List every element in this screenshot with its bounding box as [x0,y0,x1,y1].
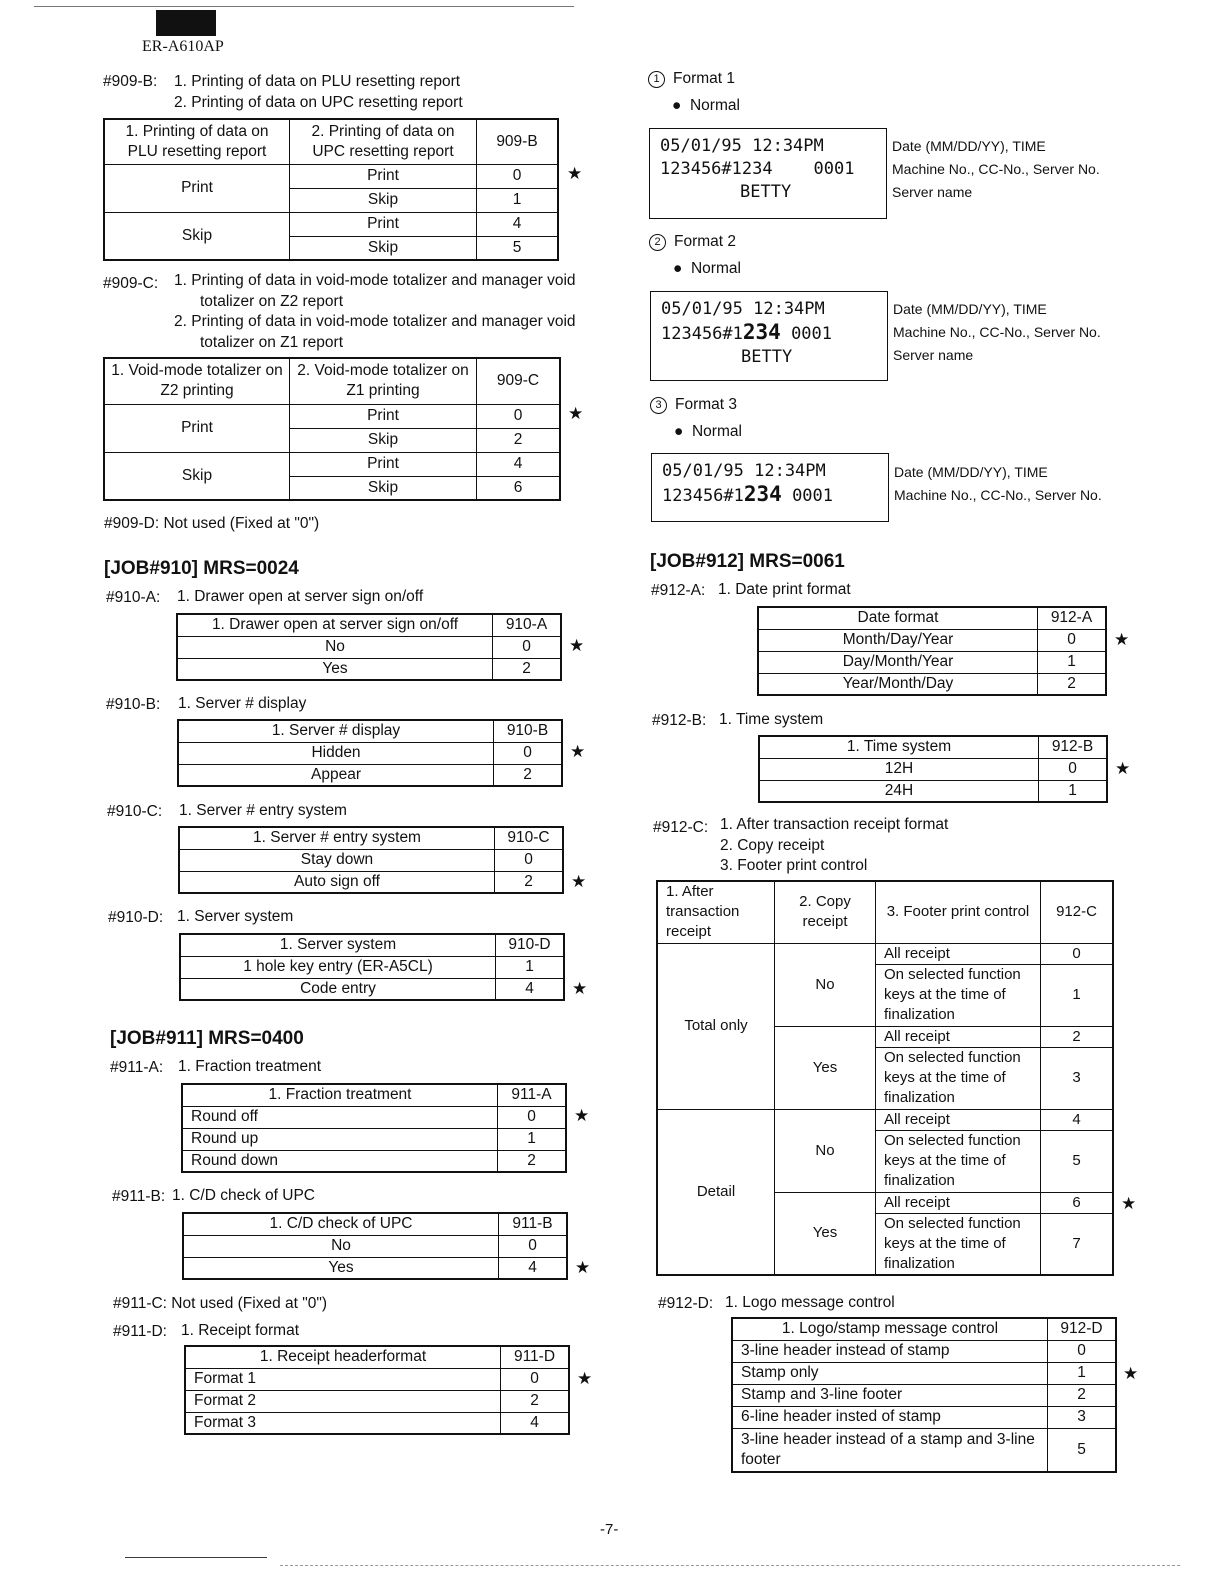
cell: 6-line header insted of stamp [732,1406,1048,1428]
receipt-part: 123456#1 [661,324,743,344]
model-name: ER-A610AP [142,38,224,55]
cell: Print [290,212,477,236]
section-code-911b: #911-B: [112,1188,166,1205]
table-911a [181,1083,567,1173]
section-code-911d: #911-D: [113,1323,167,1340]
header-cell: 912-B [1039,736,1108,758]
table-912c [656,880,1114,1276]
items-912c [720,815,948,877]
item-911a: 1. Fraction treatment [178,1058,322,1075]
table-911b [182,1212,568,1280]
item-text: totalizer on Z1 report [200,333,344,351]
circled-number: 3 [650,397,667,414]
cell: All receipt [876,1192,1041,1213]
format-title-text: Format 3 [675,396,738,413]
table-910c [178,826,564,894]
receipt-part: 123456#1 [662,486,744,506]
cell: 0 [498,1106,567,1128]
cell: 6 [477,476,561,500]
header-cell: 909-C [477,358,561,404]
cell: Skip [290,428,477,452]
cell: All receipt [876,1109,1041,1130]
format1-bullet: ● Normal [672,97,740,114]
cell: Print [290,164,477,188]
table-912d [731,1317,1117,1473]
section-code-910c: #910-C: [107,803,163,820]
cell: Print [104,164,290,212]
cell: 0 [501,1368,570,1390]
item-text: 2. Printing of data on UPC resetting report [174,93,463,111]
item-911b: 1. C/D check of UPC [172,1187,315,1204]
cell: Skip [290,236,477,260]
header-cell: 910-C [495,827,564,849]
cell: 0 [477,164,559,188]
label: Date (MM/DD/YY), TIME [894,464,1048,480]
cell: No [775,1109,876,1192]
cell: Detail [657,1109,775,1275]
cell: 5 [1048,1428,1117,1472]
header-cell: 1. Receipt headerformat [185,1346,501,1368]
cell: Auto sign off [179,871,495,893]
cell: 2 [1048,1384,1117,1406]
cell: Print [290,452,477,476]
cell: 3-line header instead of stamp [732,1340,1048,1362]
format2-title [649,233,736,251]
cell: Yes [775,1192,876,1275]
cell: On selected function keys at the time of finalization [876,1213,1041,1275]
format1-title [648,70,735,88]
circled-number: 1 [648,71,665,88]
cell: Yes [177,658,493,680]
cell: Skip [104,452,290,500]
cell: 4 [499,1257,568,1279]
item-910c: 1. Server # entry system [179,802,347,819]
default-star: ★ [568,404,584,423]
cell: Total only [657,943,775,1109]
section-code-912a: #912-A: [651,582,706,599]
cell: 0 [493,636,562,658]
default-star: ★ [570,742,586,761]
cell: Stay down [179,849,495,871]
items-909b [174,72,463,113]
cell: No [177,636,493,658]
item-912d: 1. Logo message control [725,1294,895,1311]
cell: 3 [1041,1047,1114,1109]
cell: 4 [501,1412,570,1434]
cell: 12H [759,758,1039,780]
cell: Print [290,404,477,428]
cell: Format 2 [185,1390,501,1412]
cell: 4 [477,212,559,236]
default-star: ★ [571,872,587,891]
table-912a [757,606,1107,696]
item-910a: 1. Drawer open at server sign on/off [177,588,424,605]
item-910b: 1. Server # display [178,695,307,712]
receipt-part-large: 234 [743,482,782,506]
header-cell: 912-C [1041,881,1114,943]
cell: 0 [499,1235,568,1257]
cell: Yes [775,1026,876,1109]
cell: Stamp and 3-line footer [732,1384,1048,1406]
receipt-line: 05/01/95 12:34PM [660,136,824,156]
cell: On selected function keys at the time of finalization [876,1130,1041,1192]
format3-bullet: ● Normal [674,423,742,440]
receipt-line: 05/01/95 12:34PM [662,461,826,481]
cell: 2 [498,1150,567,1172]
cell: 0 [495,849,564,871]
header-cell: 911-B [499,1213,568,1235]
header-cell: 2. Printing of data on UPC resetting report [290,119,477,164]
cell: 2 [493,658,562,680]
cell: All receipt [876,943,1041,964]
header-cell: 1. Logo/stamp message control [732,1318,1048,1340]
cell: Skip [290,188,477,212]
item-912b: 1. Time system [719,711,824,728]
items-909c [174,271,576,353]
cell: Hidden [178,742,494,764]
cell: 0 [477,404,561,428]
section-code-912c: #912-C: [653,819,709,836]
cell: 2 [1038,673,1107,695]
default-star: ★ [1114,630,1130,649]
table-910a [176,613,562,681]
header-cell: 911-D [501,1346,570,1368]
default-star: ★ [567,164,583,183]
cell: 4 [496,978,565,1000]
table-910b [177,719,563,787]
bullet-text: Normal [689,97,740,114]
section-code-909c: #909-C: [103,275,159,292]
header-cell: 910-D [496,934,565,956]
cell: 4 [1041,1109,1114,1130]
cell: Code entry [180,978,496,1000]
cell: No [183,1235,499,1257]
default-star: ★ [575,1258,591,1277]
cell: 2 [501,1390,570,1412]
header-cell: 911-A [498,1084,567,1106]
section-code-912b: #912-B: [652,712,707,729]
cell: Round off [182,1106,498,1128]
section-911c: #911-C: Not used (Fixed at "0") [113,1295,328,1312]
cell: No [775,943,876,1026]
header-cell: 1. After transaction receipt [657,881,775,943]
table-909b [103,118,559,261]
default-star: ★ [574,1106,590,1125]
cell: 0 [1038,629,1107,651]
header-cell: 3. Footer print control [876,881,1041,943]
cell: 2 [1041,1026,1114,1047]
cell: On selected function keys at the time of finalization [876,964,1041,1026]
header-cell: 1. Void-mode totalizer on Z2 printing [104,358,290,404]
cell: 1 [1041,964,1114,1026]
cell: 7 [1041,1213,1114,1275]
format3-title [650,396,737,414]
header-cell: 1. Drawer open at server sign on/off [177,614,493,636]
label: Date (MM/DD/YY), TIME [893,301,1047,317]
cell: 0 [1041,943,1114,964]
format3-receipt [651,453,889,522]
cell: 5 [1041,1130,1114,1192]
default-star: ★ [572,979,588,998]
section-code-909b: #909-B: [103,73,158,90]
receipt-part: 0001 [780,324,833,344]
cell: Format 3 [185,1412,501,1434]
format2-labels [893,298,1101,367]
header-cell: 1. Time system [759,736,1039,758]
cell: On selected function keys at the time of finalization [876,1047,1041,1109]
cell: Year/Month/Day [758,673,1038,695]
cell: 2 [494,764,563,786]
header-cell: 2. Copy receipt [775,881,876,943]
item-text: 1. After transaction receipt format [720,816,949,833]
cell: 3 [1048,1406,1117,1428]
item-912a: 1. Date print format [718,581,851,598]
top-rule [34,6,574,7]
label: Machine No., CC-No., Server No. [892,161,1100,177]
header-cell: 910-A [493,614,562,636]
table-909c [103,357,561,501]
cell: Skip [290,476,477,500]
format-title-text: Format 1 [673,70,736,87]
cell: 1 [1039,780,1108,802]
cell: Print [104,404,290,452]
section-code-910d: #910-D: [108,909,164,926]
item-text: totalizer on Z2 report [200,292,344,310]
label: Server name [892,184,973,200]
format-title-text: Format 2 [674,233,737,250]
label: Machine No., CC-No., Server No. [894,487,1102,503]
cell: Yes [183,1257,499,1279]
item-text: 2. Printing of data in void-mode totalizer and manager void [174,313,576,330]
cell: 0 [1039,758,1108,780]
header-cell: 1. Server # display [178,720,494,742]
job911-title: [JOB#911] MRS=0400 [110,1028,304,1049]
receipt-line [662,483,878,508]
receipt-part-large: 234 [742,320,781,344]
header-cell: 909-B [477,119,559,164]
header-cell: 1. C/D check of UPC [183,1213,499,1235]
item-text: 1. Printing of data in void-mode totalizer and manager void [174,272,576,289]
cell: Appear [178,764,494,786]
cell: Round up [182,1128,498,1150]
header-cell: 1. Server system [180,934,496,956]
receipt-line: BETTY [740,182,792,202]
footer-rule-dashed [280,1565,1180,1566]
format3-labels [894,461,1102,507]
item-910d: 1. Server system [177,908,294,925]
receipt-line: 123456#1234 0001 [660,159,855,179]
default-star: ★ [1115,759,1131,778]
header-cell: 912-D [1048,1318,1117,1340]
default-star: ★ [1123,1364,1139,1383]
cell: 1 [1038,651,1107,673]
section-909d: #909-D: Not used (Fixed at "0") [104,515,320,532]
default-star: ★ [577,1369,593,1388]
header-cell: 2. Void-mode totalizer on Z1 printing [290,358,477,404]
format2-receipt [650,291,888,381]
section-code-912d: #912-D: [658,1295,714,1312]
header-cell: Date format [758,607,1038,629]
item-text: 3. Footer print control [720,857,868,874]
label: Machine No., CC-No., Server No. [893,324,1101,340]
cell: 1 [1048,1362,1117,1384]
cell: 4 [477,452,561,476]
cell: Stamp only [732,1362,1048,1384]
page-number: -7- [600,1521,619,1538]
cell: Round down [182,1150,498,1172]
default-star: ★ [1121,1194,1137,1213]
cell: 2 [495,871,564,893]
section-code-910a: #910-A: [106,589,161,606]
cell: 24H [759,780,1039,802]
job912-title: [JOB#912] MRS=0061 [650,551,845,572]
item-text: 1. Printing of data on PLU resetting report [174,73,461,90]
table-911d [184,1345,570,1435]
footer-rule [125,1557,267,1558]
cell: 6 [1041,1192,1114,1213]
receipt-line: BETTY [741,347,793,367]
cell: 1 [496,956,565,978]
cell: All receipt [876,1026,1041,1047]
label: Date (MM/DD/YY), TIME [892,138,1046,154]
circled-number: 2 [649,234,666,251]
section-code-911a: #911-A: [110,1059,164,1076]
cell: 1 hole key entry (ER-A5CL) [180,956,496,978]
receipt-line [661,321,877,346]
label: Server name [893,347,974,363]
cell: 0 [1048,1340,1117,1362]
table-910d [179,933,565,1001]
bullet-text: Normal [691,423,742,440]
cell: Day/Month/Year [758,651,1038,673]
cell: 3-line header instead of a stamp and 3-line footer [732,1428,1048,1472]
cell: 5 [477,236,559,260]
table-912b [758,735,1108,803]
bullet-text: Normal [690,260,741,277]
section-code-910b: #910-B: [106,696,161,713]
job910-title: [JOB#910] MRS=0024 [104,558,299,579]
header-black-block [156,10,216,36]
format1-labels [892,135,1100,204]
format1-receipt [649,128,887,219]
cell: Skip [104,212,290,260]
cell: 0 [494,742,563,764]
header-cell: 1. Fraction treatment [182,1084,498,1106]
cell: Format 1 [185,1368,501,1390]
default-star: ★ [569,636,585,655]
header-cell: 910-B [494,720,563,742]
cell: 1 [498,1128,567,1150]
cell: Month/Day/Year [758,629,1038,651]
receipt-part: 0001 [781,486,834,506]
format2-bullet: ● Normal [673,260,741,277]
header-cell: 1. Printing of data on PLU resetting report [104,119,290,164]
cell: 2 [477,428,561,452]
item-text: 2. Copy receipt [720,836,825,854]
header-cell: 912-A [1038,607,1107,629]
header-cell: 1. Server # entry system [179,827,495,849]
receipt-line: 05/01/95 12:34PM [661,299,825,319]
item-911d: 1. Receipt format [181,1322,300,1339]
cell: 1 [477,188,559,212]
